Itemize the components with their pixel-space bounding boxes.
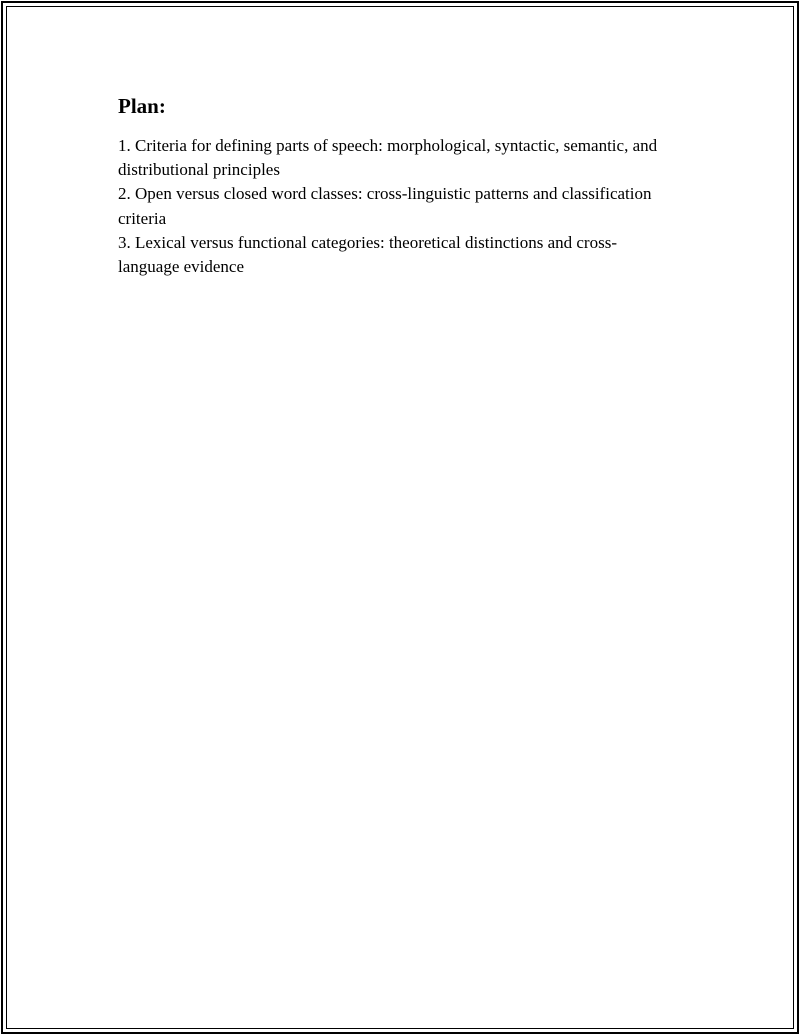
plan-heading: Plan: (118, 94, 166, 118)
plan-item-1: 1. Criteria for defining parts of speech: morphological, syntactic, semantic, and distributional principles (118, 136, 658, 180)
plan-item-2: 2. Open versus closed word classes: cross-linguistic patterns and classification criteria (118, 184, 652, 228)
plan-list (118, 134, 678, 279)
plan-item-3: 3. Lexical versus functional categories: theoretical distinctions and cross-language evidence (118, 232, 617, 277)
document-body (118, 92, 678, 279)
